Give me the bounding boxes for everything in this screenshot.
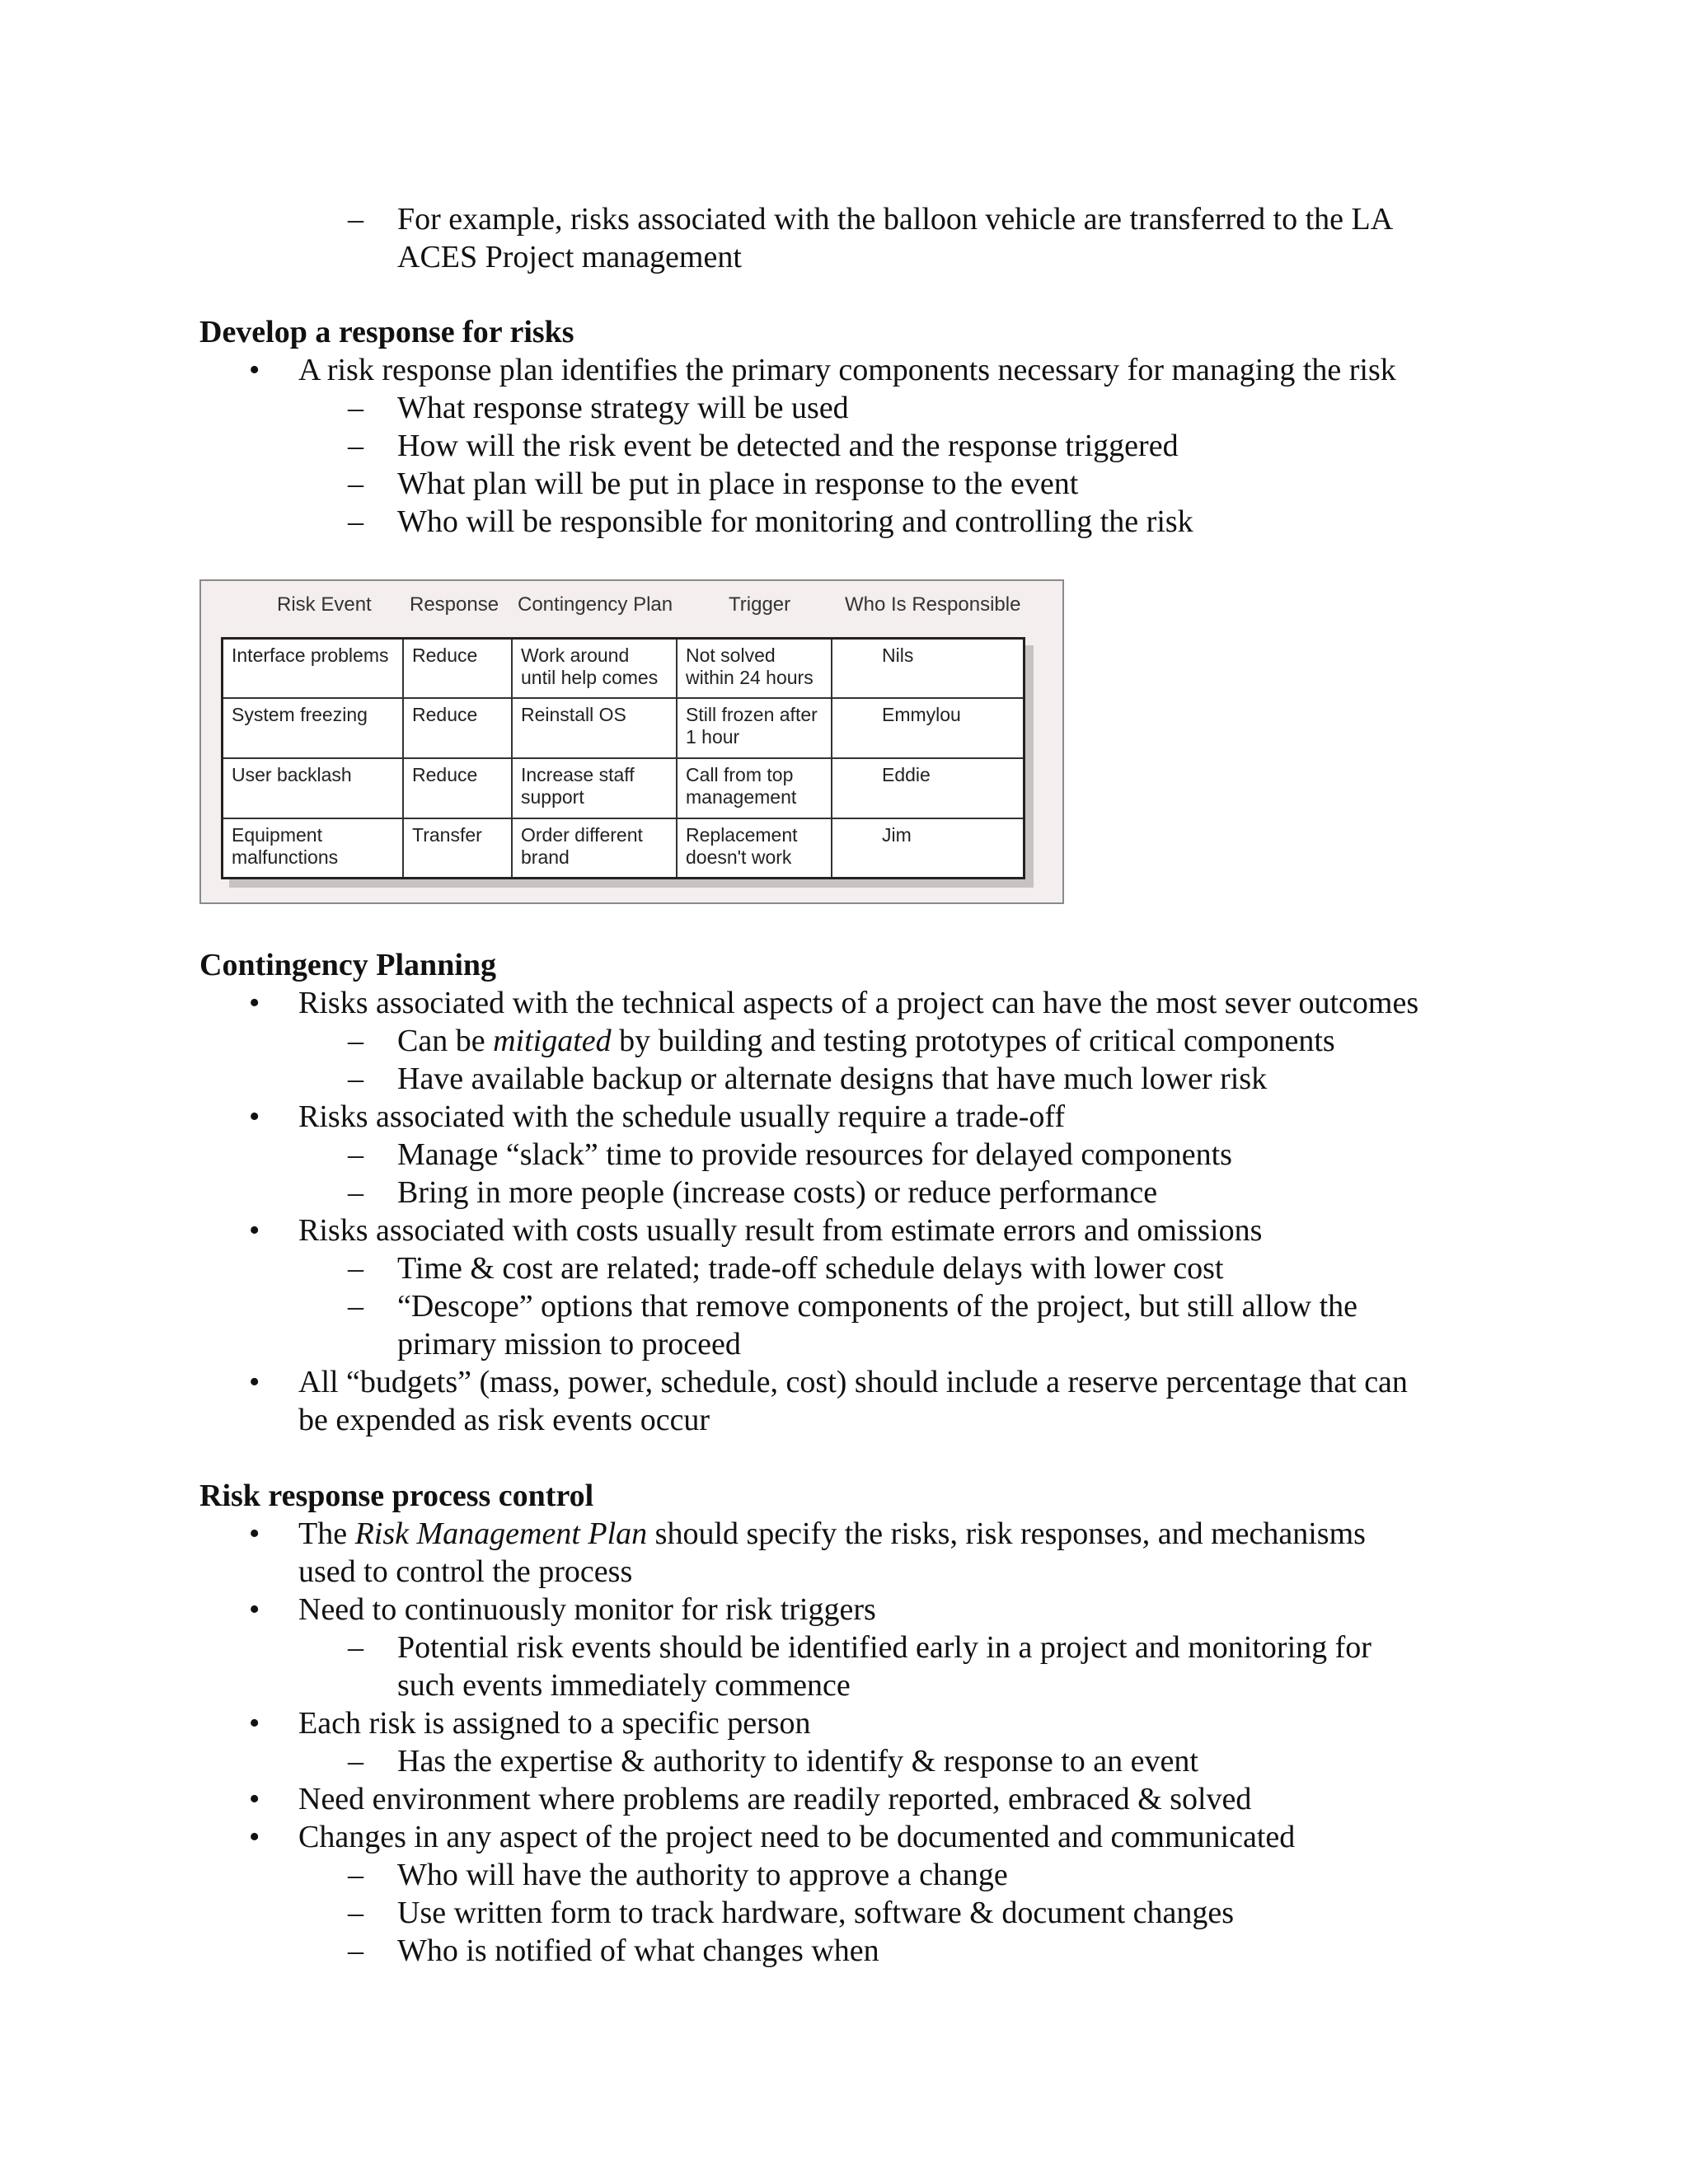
- table-header-contingency-plan: Contingency Plan: [518, 593, 673, 616]
- dash-marker: –: [348, 1024, 363, 1058]
- bullet-marker: •: [249, 1782, 260, 1816]
- cell-contingency-plan: Order different brand: [512, 818, 677, 877]
- dash-marker: –: [348, 1137, 363, 1172]
- contingency-bullet: Risks associated with costs usually result from estimate errors and omissions: [298, 1213, 1263, 1248]
- cell-contingency-plan: Work around until help comes: [512, 640, 677, 698]
- bullet-marker: •: [249, 1099, 260, 1134]
- control-bullet: The Risk Management Plan should specify the risks, risk responses, and mechanisms: [298, 1516, 1366, 1551]
- contingency-sub-item: Manage “slack” time to provide resources for delayed components: [397, 1137, 1232, 1172]
- cell-trigger: Not solved within 24 hours: [677, 640, 832, 698]
- cell-response: Reduce: [403, 698, 512, 758]
- response-sub-item: What plan will be put in place in response to the event: [397, 466, 1079, 501]
- control-sub-item: Use written form to track hardware, software & document changes: [397, 1896, 1235, 1930]
- intro-sub-item-line2: ACES Project management: [397, 240, 742, 274]
- cell-who-responsible: Jim: [832, 818, 1023, 877]
- table-row: [223, 698, 1023, 758]
- cell-response: Transfer: [403, 818, 512, 877]
- dash-marker: –: [348, 466, 363, 501]
- contingency-sub-item: Bring in more people (increase costs) or reduce performance: [397, 1175, 1158, 1210]
- dash-marker: –: [348, 1896, 363, 1930]
- control-bullet: Each risk is assigned to a specific person: [298, 1706, 811, 1741]
- table-header-risk-event: Risk Event: [277, 593, 372, 616]
- contingency-sub-item: Have available backup or alternate designs that have much lower risk: [397, 1062, 1268, 1096]
- cell-trigger: Replacement doesn't work: [677, 818, 832, 877]
- cell-response: Reduce: [403, 758, 512, 818]
- dash-marker: –: [348, 391, 363, 425]
- contingency-sub-item-continued: primary mission to proceed: [397, 1327, 741, 1361]
- table-header-response: Response: [410, 593, 499, 616]
- bullet-marker: •: [249, 1706, 260, 1741]
- cell-response: Reduce: [403, 640, 512, 698]
- contingency-sub-item: Time & cost are related; trade-off schedule delays with lower cost: [397, 1251, 1224, 1286]
- bullet-marker: •: [249, 1365, 260, 1399]
- bullet-marker: •: [249, 353, 260, 387]
- control-sub-item-continued: such events immediately commence: [397, 1668, 851, 1703]
- dash-marker: –: [348, 1251, 363, 1286]
- bullet-marker: •: [249, 1516, 260, 1551]
- risk-response-table-figure: [199, 579, 1064, 904]
- cell-who-responsible: Emmylou: [832, 698, 1023, 758]
- bullet-marker: •: [249, 986, 260, 1020]
- section-heading-contingency: Contingency Planning: [199, 948, 497, 982]
- table-header-trigger: Trigger: [729, 593, 791, 616]
- table-row: [223, 758, 1023, 818]
- response-bullet: A risk response plan identifies the primary components necessary for managing the risk: [298, 353, 1396, 387]
- dash-marker: –: [348, 1933, 363, 1968]
- cell-contingency-plan: Increase staff support: [512, 758, 677, 818]
- contingency-bullet: All “budgets” (mass, power, schedule, cost) should include a reserve percentage that can: [298, 1365, 1408, 1399]
- control-sub-item: Who will have the authority to approve a change: [397, 1858, 1008, 1892]
- bullet-marker: •: [249, 1820, 260, 1854]
- response-sub-item: Who will be responsible for monitoring and controlling the risk: [397, 504, 1193, 539]
- contingency-bullet: Risks associated with the technical aspects of a project can have the most sever outcomes: [298, 986, 1419, 1020]
- dash-marker: –: [348, 1062, 363, 1096]
- dash-marker: –: [348, 504, 363, 539]
- control-bullet: Changes in any aspect of the project need to be documented and communicated: [298, 1820, 1296, 1854]
- response-sub-item: What response strategy will be used: [397, 391, 849, 425]
- cell-who-responsible: Eddie: [832, 758, 1023, 818]
- dash-marker: –: [348, 1858, 363, 1892]
- dash-marker: –: [348, 1630, 363, 1665]
- bullet-marker: •: [249, 1592, 260, 1627]
- control-sub-item: Potential risk events should be identified early in a project and monitoring for: [397, 1630, 1372, 1665]
- contingency-sub-item: Can be mitigated by building and testing prototypes of critical components: [397, 1024, 1335, 1058]
- dash-marker: –: [348, 429, 363, 463]
- cell-risk-event: Interface problems: [223, 640, 403, 698]
- risk-table: [221, 637, 1025, 879]
- contingency-bullet-continued: be expended as risk events occur: [298, 1403, 710, 1437]
- dash-marker: –: [348, 1744, 363, 1779]
- cell-risk-event: System freezing: [223, 698, 403, 758]
- dash-marker: –: [348, 1175, 363, 1210]
- section-heading-control: Risk response process control: [199, 1479, 594, 1513]
- cell-trigger: Still frozen after 1 hour: [677, 698, 832, 758]
- contingency-bullet: Risks associated with the schedule usually require a trade-off: [298, 1099, 1066, 1134]
- control-sub-item: Who is notified of what changes when: [397, 1933, 879, 1968]
- table-row: [223, 640, 1023, 698]
- table-row: [223, 818, 1023, 877]
- control-sub-item: Has the expertise & authority to identify & response to an event: [397, 1744, 1198, 1779]
- cell-who-responsible: Nils: [832, 640, 1023, 698]
- response-sub-item: How will the risk event be detected and the response triggered: [397, 429, 1179, 463]
- cell-risk-event: User backlash: [223, 758, 403, 818]
- dash-marker: –: [348, 202, 363, 237]
- control-bullet: Need environment where problems are readily reported, embraced & solved: [298, 1782, 1252, 1816]
- intro-sub-item-line1: For example, risks associated with the balloon vehicle are transferred to the LA: [397, 202, 1394, 237]
- control-bullet: Need to continuously monitor for risk triggers: [298, 1592, 876, 1627]
- cell-contingency-plan: Reinstall OS: [512, 698, 677, 758]
- control-bullet-continued: used to control the process: [298, 1554, 633, 1589]
- contingency-sub-item: “Descope” options that remove components of the project, but still allow the: [397, 1289, 1358, 1324]
- table-header-who-is-responsible: Who Is Responsible: [845, 593, 1021, 616]
- cell-risk-event: Equipment malfunctions: [223, 818, 403, 877]
- dash-marker: –: [348, 1289, 363, 1324]
- cell-trigger: Call from top management: [677, 758, 832, 818]
- section-heading-response: Develop a response for risks: [199, 315, 574, 349]
- bullet-marker: •: [249, 1213, 260, 1248]
